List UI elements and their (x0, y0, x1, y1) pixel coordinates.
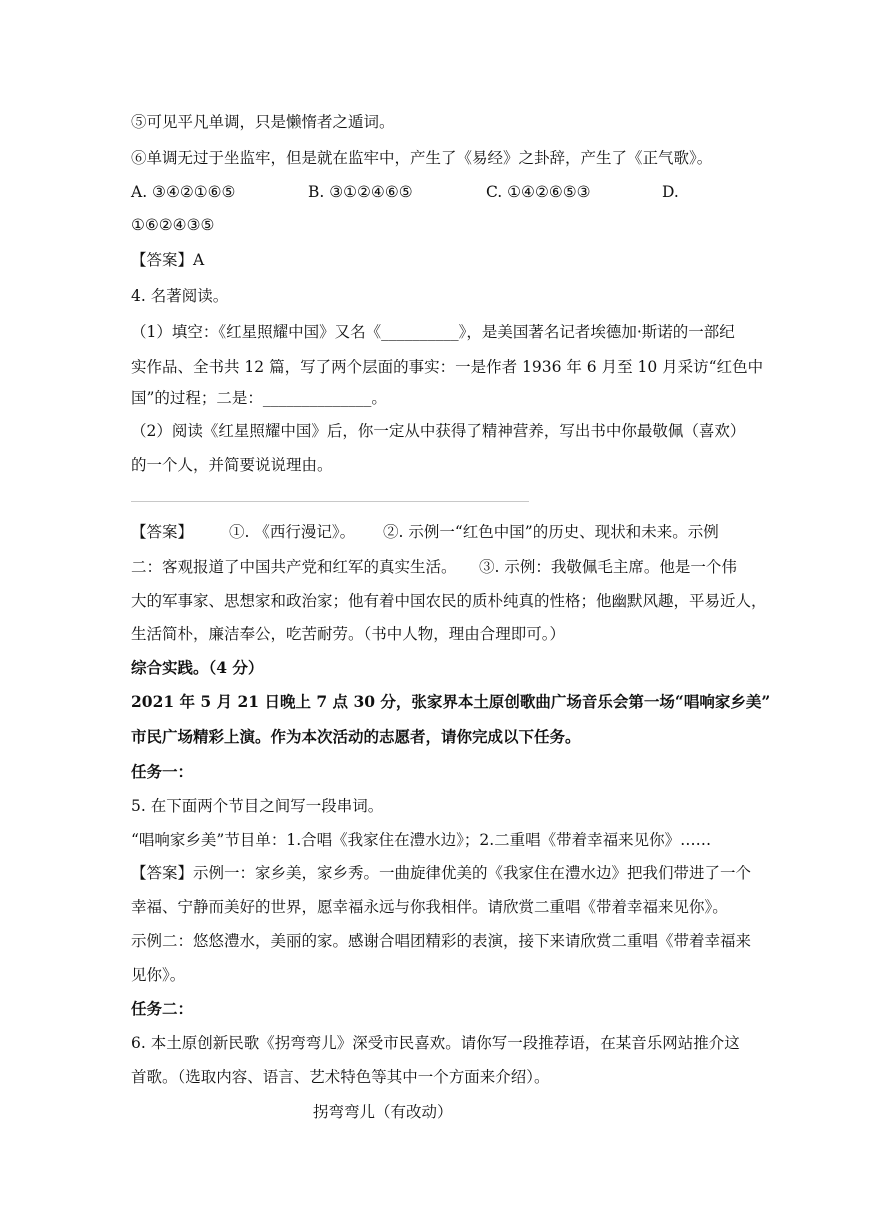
option-sentence-5: ⑤可见平凡单调，只是懒惰者之遁词。 (131, 113, 395, 131)
task-2-title: 任务二： (131, 999, 194, 1018)
question-4-1-line3: 国”的过程；二是：______________。 (131, 389, 387, 407)
answer-q5-line3: 示例二：悠悠澧水，美丽的家。感谢合唱团精彩的表演，接下来请欣赏二重唱《带着幸福来 (131, 932, 752, 950)
choices-row (131, 182, 731, 202)
choice-d-value: ①⑥②④③⑤ (131, 216, 215, 234)
song-title: 拐弯弯儿（有改动） (313, 1103, 453, 1121)
question-4-1-line1: （1）填空：《红星照耀中国》又名《__________》，是美国著名记者埃德加·斯诺的一部纪 (131, 323, 735, 341)
answer-q5-line2: 幸福、宁静而美好的世界，愿幸福永远与你我相伴。请欣赏二重唱《带着幸福来见你》。 (131, 898, 728, 916)
question-4-2-line2: 的一个人，并简要说说理由。 (131, 456, 333, 474)
answer-q3: 【答案】A (131, 251, 205, 269)
answer-part1: ①. 《西行漫记》。 (229, 523, 356, 541)
question-6-line2: 首歌。（选取内容、语言、艺术特色等其中一个方面来介绍）。 (131, 1068, 550, 1086)
answer-line (131, 501, 529, 502)
answer-q4-line2 (131, 557, 741, 577)
section-intro-line2: 市民广场精彩上演。作为本次活动的志愿者，请你完成以下任务。 (131, 727, 581, 746)
answer-part3: ③. 示例：我敬佩毛主席。他是一个伟 (479, 558, 737, 576)
question-6-line1: 6. 本土原创新民歌《拐弯弯儿》深受市民喜欢。请你写一段推荐语，在某音乐网站推介这 (131, 1034, 740, 1052)
question-4-title: 4. 名著阅读。 (131, 287, 229, 305)
answer-q4-line1 (131, 522, 741, 542)
question-4-2-line1: （2）阅读《红星照耀中国》后，你一定从中获得了精神营养，写出书中你最敬佩（喜欢） (131, 422, 746, 440)
answer-q4-line3: 大的军事家、思想家和政治家；他有着中国农民的质朴纯真的性格；他幽默风趣，平易近人， (131, 592, 767, 610)
answer-label: 【答案】 (131, 523, 194, 541)
option-sentence-6: ⑥单调无过于坐监牢，但是就在监牢中，产生了《易经》之卦辞，产生了《正气歌》。 (131, 149, 713, 167)
question-4-1-line2: 实作品、全书共 12 篇，写了两个层面的事实：一是作者 1936 年 6 月至 10 月采访“红色中 (131, 358, 764, 376)
answer-part2: ②. 示例一“红色中国”的历史、现状和未来。示例 (383, 523, 719, 541)
question-5-program: “唱响家乡美”节目单：1.合唱《我家住在澧水边》；2.二重唱《带着幸福来见你》…… (131, 831, 712, 849)
question-5: 5. 在下面两个节目之间写一段串词。 (131, 797, 384, 815)
choice-a: A. ③④②①⑥⑤ (131, 183, 236, 201)
answer-q5-line4: 见你》。 (131, 966, 186, 984)
answer-q4-line4: 生活简朴，廉洁奉公，吃苦耐劳。（书中人物，理由合理即可。） (131, 625, 566, 643)
task-1-title: 任务一： (131, 762, 194, 781)
choice-b: B. ③①②④⑥⑤ (308, 183, 413, 201)
section-title: 综合实践。（4 分） (131, 658, 264, 677)
section-intro-line1: 2021 年 5 月 21 日晚上 7 点 30 分，张家界本土原创歌曲广场音乐会第一场“唱响家乡美” (131, 692, 771, 711)
choice-d: D. (662, 183, 679, 201)
answer-part2-cont: 二：客观报道了中国共产党和红军的真实生活。 (131, 558, 457, 576)
choice-c: C. ①④②⑥⑤③ (486, 183, 591, 201)
answer-q5-line1: 【答案】示例一：家乡美，家乡秀。一曲旋律优美的《我家住在澧水边》把我们带进了一个 (131, 864, 752, 882)
